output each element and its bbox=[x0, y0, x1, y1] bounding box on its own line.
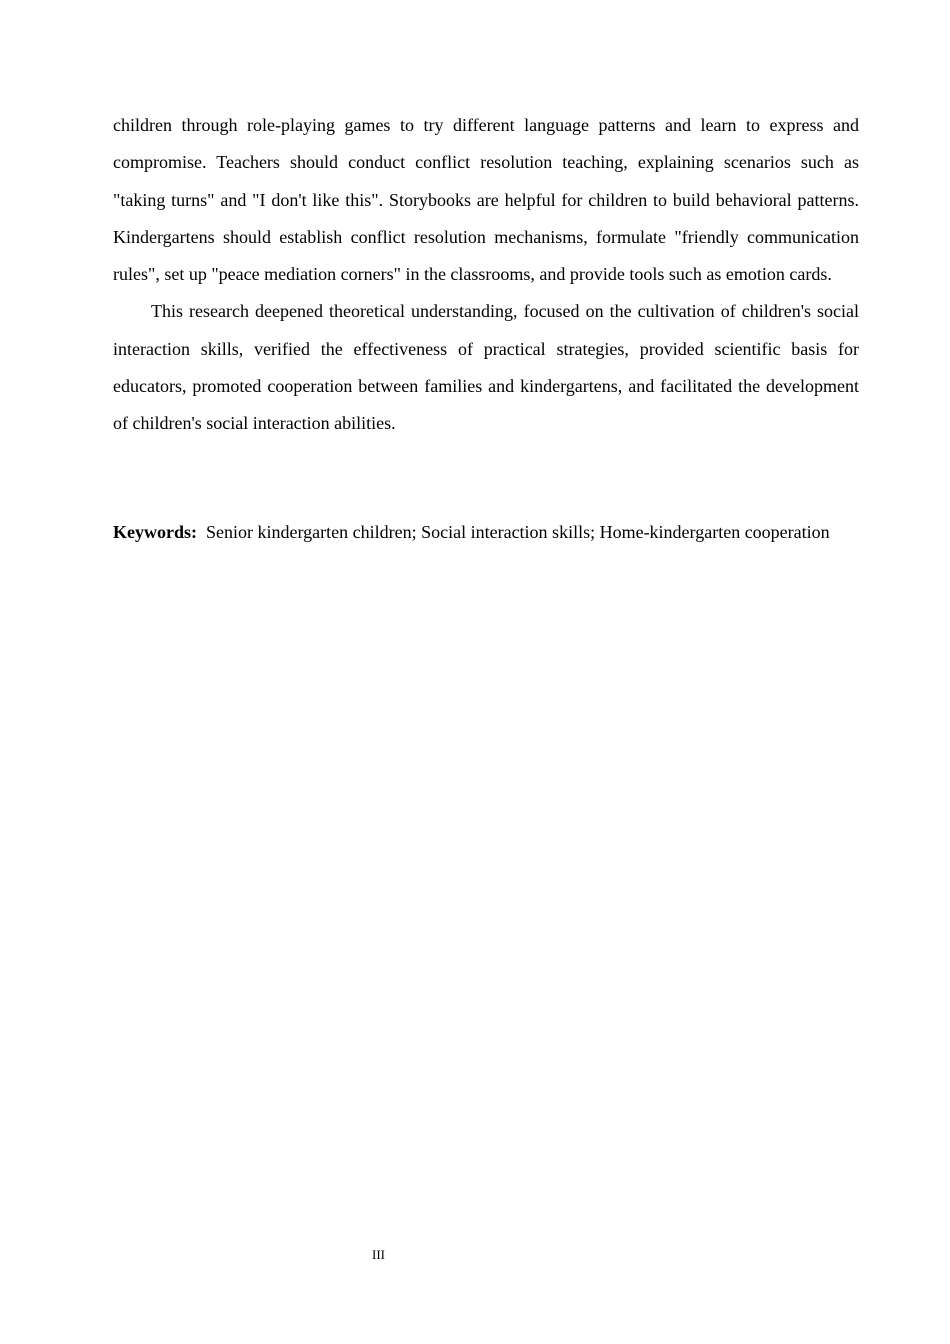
keywords-label: Keywords: bbox=[113, 522, 197, 542]
keywords-section bbox=[113, 514, 859, 551]
keywords-list: Senior kindergarten children; Social interaction skills; Home-kindergarten cooperation bbox=[206, 522, 830, 542]
abstract-body bbox=[113, 107, 859, 443]
page-number: III bbox=[372, 1247, 385, 1262]
abstract-paragraph-conclusion: This research deepened theoretical understanding, focused on the cultivation of children's social interaction skills, verified the effectiveness of practical strategies, provided scientific basis for educators, promoted cooperation between families and kindergartens, and facilitated the development of children's social interaction abilities. bbox=[113, 301, 859, 434]
abstract-paragraph-continued: children through role-playing games to try different language patterns and learn to express and compromise. Teachers should conduct conflict resolution teaching, explaining scenarios such as "taking turns" and "I don't like this". Storybooks are helpful for children to build behavioral patterns. Kindergartens should establish conflict resolution mechanisms, formulate "friendly communication rules", set up "peace mediation corners" in the classrooms, and provide tools such as emotion cards. bbox=[113, 115, 859, 285]
